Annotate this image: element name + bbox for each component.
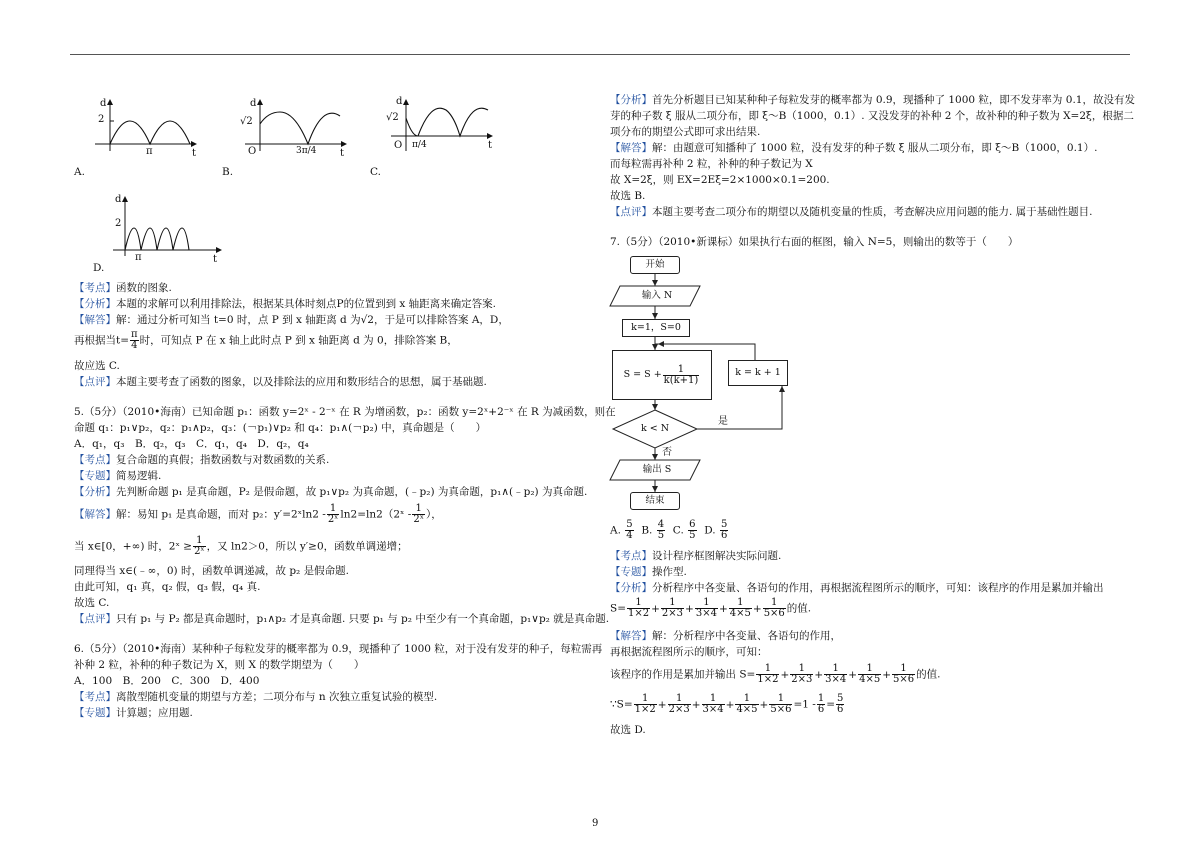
sum-term-den: 1×2 bbox=[628, 608, 650, 619]
jieda-5-text-a: 解：易知 p₁ 是真命题，而对 p₂：y′=2ˣln2 - bbox=[116, 508, 326, 521]
graph-a bbox=[90, 96, 200, 166]
graph-a-d: d bbox=[100, 98, 107, 109]
flow-increment: k = k + 1 bbox=[728, 360, 788, 386]
sum-term-num: 1 bbox=[892, 664, 915, 675]
q7-opt-a-num: 5 bbox=[626, 519, 633, 530]
dianping-5-text: 只有 p₁ 与 P₂ 都是真命题时，p₁∧p₂ 才是真命题. 只要 p₁ 与 p₂ 中至少有一个真命题，p₁∨p₂ 就是真命题. bbox=[116, 613, 610, 625]
jieda-7-text-c-end: 的值. bbox=[916, 668, 941, 681]
sum-term-fraction bbox=[790, 664, 813, 685]
sum-term-den: 1×2 bbox=[757, 674, 779, 685]
jieda-5-line2 bbox=[74, 536, 408, 557]
sum-term-den: 5×6 bbox=[763, 608, 785, 619]
frac-1-2x-c-num: 1 bbox=[193, 536, 206, 547]
sum-term-fraction bbox=[668, 694, 691, 715]
jieda-7-text-c: 该程序的作用是累加并输出 S= bbox=[610, 668, 756, 681]
graph-d-d: d bbox=[115, 194, 122, 205]
graph-b-label: B. bbox=[222, 166, 234, 178]
sum-term-den: 2×3 bbox=[668, 704, 690, 715]
flow-end: 结束 bbox=[630, 492, 680, 510]
frac-1-2x-a-num: 1 bbox=[327, 504, 340, 515]
kaodian-7 bbox=[610, 550, 781, 563]
q7-opt-c-den: 5 bbox=[689, 530, 696, 541]
graph-c-plot bbox=[386, 96, 496, 166]
frac-1-2x-a bbox=[327, 504, 340, 525]
zhuanti-6-text: 计算题；应用题. bbox=[116, 707, 193, 719]
sum-term-num: 1 bbox=[824, 664, 847, 675]
zhuanti-5-tag: 【专题】 bbox=[74, 470, 116, 482]
plus-sign: + bbox=[657, 698, 667, 711]
flow-calc-lhs: S = S + bbox=[623, 369, 662, 381]
sum-term-num: 1 bbox=[695, 598, 718, 609]
sum-term-fraction bbox=[695, 598, 718, 619]
dianping-6 bbox=[610, 206, 1093, 219]
sum-term-fraction bbox=[824, 664, 847, 685]
sum-term-num: 1 bbox=[858, 664, 881, 675]
frac-1-6 bbox=[817, 694, 825, 715]
jieda-4-text-c2: 时，可知点 P 在 x 轴上此时点 P 到 x 轴距离 d 为 0，排除答案 B， bbox=[139, 334, 458, 347]
fenxi-7 bbox=[610, 582, 1104, 595]
plus-sign: + bbox=[848, 668, 858, 681]
kaodian-7-tag: 【考点】 bbox=[610, 550, 652, 562]
header-rule bbox=[70, 54, 1130, 55]
graph-a-plot bbox=[90, 96, 200, 166]
jieda-5-text-b: ln2=ln2（2ˣ - bbox=[340, 508, 412, 521]
jieda-4-t-eq: t= bbox=[116, 334, 130, 347]
fenxi-6-text-a: 首先分析题目已知某种种子每粒发芽的概率都为 0.9，现播种了 1000 粒，即不发芽率为 0.1，故没有发 bbox=[652, 94, 1135, 106]
sum-term-fraction bbox=[735, 694, 758, 715]
sum-term-num: 1 bbox=[735, 694, 758, 705]
plus-sign: + bbox=[759, 698, 769, 711]
dianping-6-tag: 【点评】 bbox=[610, 206, 652, 218]
sum-term-fraction bbox=[769, 694, 792, 715]
fenxi-6-tag: 【分析】 bbox=[610, 94, 652, 106]
q7-opt-d: D. bbox=[704, 524, 716, 537]
frac-pi-4-num: π bbox=[131, 329, 138, 340]
sum-term-den: 4×5 bbox=[729, 608, 751, 619]
fenxi-5-tag: 【分析】 bbox=[74, 486, 116, 498]
jieda-5-line1 bbox=[74, 504, 442, 525]
fenxi-7-sum-terms bbox=[626, 597, 787, 619]
graph-a-pi: π bbox=[146, 146, 153, 157]
graph-c-d: d bbox=[396, 96, 403, 107]
graph-c-sqrt2: √2 bbox=[386, 112, 399, 123]
zhuanti-5 bbox=[74, 470, 161, 483]
flow-calc-den: k(k+1) bbox=[663, 374, 699, 386]
frac-1-6-den: 6 bbox=[817, 704, 825, 715]
jieda-4-tag: 【解答】 bbox=[74, 314, 116, 326]
graph-d-plot bbox=[105, 192, 225, 267]
jieda-7-eq: = bbox=[826, 698, 836, 711]
sum-term-den: 4×5 bbox=[736, 704, 758, 715]
flowchart bbox=[600, 250, 800, 520]
kaodian-5-text: 复合命题的真假；指数函数与对数函数的关系. bbox=[116, 454, 330, 466]
q7-head: 7.（5分）（2010•新课标）如果执行右面的框图，输入 N=5，则输出的数等于（ ） bbox=[610, 236, 1019, 248]
graph-d bbox=[105, 192, 225, 267]
fenxi-6-line2: 芽的种子数 ξ 服从二项分布，即 ξ～B（1000，0.1）. 又没发芽的补种 2 个，故补种的种子数为 X=2ξ，根据二 bbox=[610, 110, 1134, 122]
q6-head-1: 6.（5分）（2010•海南）某种种子每粒发芽的概率都为 0.9，现播种了 1000 粒，对于没有发芽的种子，每粒需再 bbox=[74, 643, 603, 655]
graph-a-t: t bbox=[192, 148, 197, 159]
q7-opt-a-den: 4 bbox=[626, 530, 633, 541]
plus-sign: + bbox=[725, 698, 735, 711]
sum-term-fraction bbox=[763, 598, 786, 619]
frac-5-6-den: 6 bbox=[837, 704, 844, 715]
fenxi-7-s: S= bbox=[610, 602, 626, 615]
kaodian-5-tag: 【考点】 bbox=[74, 454, 116, 466]
q6-head-2: 补种 2 粒，补种的种子数记为 X，则 X 的数学期望为（ ） bbox=[74, 659, 365, 671]
jieda-5-text-d2: ，又 ln2＞0，所以 y′≥0，函数单调递增； bbox=[206, 540, 408, 553]
frac-1-2x-c-den: 2ˣ bbox=[194, 546, 205, 557]
sum-term-den: 2×3 bbox=[791, 674, 813, 685]
q7-opt-d-frac bbox=[720, 520, 728, 541]
fenxi-4-tag: 【分析】 bbox=[74, 298, 116, 310]
fenxi-4-text: 本题的求解可以利用排除法，根据某具体时刻点P的位置到到 x 轴距离来确定答案. bbox=[116, 298, 496, 310]
flow-calc-frac bbox=[663, 365, 700, 386]
jieda-4-line3: 故应选 C. bbox=[74, 360, 120, 372]
jieda-4-text-b: ，于是可以排除答案 A，D， bbox=[373, 314, 509, 326]
zhuanti-7-text: 操作型. bbox=[652, 566, 687, 578]
flow-start: 开始 bbox=[630, 256, 680, 274]
graph-d-pi: π bbox=[135, 252, 142, 263]
zhuanti-7-tag: 【专题】 bbox=[610, 566, 652, 578]
zhuanti-5-text: 简易逻辑. bbox=[116, 470, 162, 482]
plus-sign: + bbox=[882, 668, 892, 681]
frac-pi-4 bbox=[130, 330, 139, 351]
q7-opt-c-frac bbox=[688, 520, 696, 541]
jieda-6-line2: 而每粒需再补种 2 粒，补种的种子数记为 X bbox=[610, 158, 813, 170]
fenxi-7-tag: 【分析】 bbox=[610, 582, 652, 594]
fenxi-7-end: 的值. bbox=[786, 602, 812, 615]
frac-pi-4-den: 4 bbox=[131, 340, 138, 351]
plus-sign: + bbox=[752, 602, 762, 615]
jieda-7-text-a: 解：分析程序中各变量、各语句的作用， bbox=[652, 630, 841, 642]
flow-condition: k < N bbox=[640, 423, 670, 435]
frac-1-6-num: 1 bbox=[817, 693, 825, 704]
flow-calc-num: 1 bbox=[663, 365, 700, 376]
q7-opt-d-den: 6 bbox=[720, 530, 728, 541]
flow-calc bbox=[612, 350, 712, 400]
jieda-7-text-d: ∵S= bbox=[610, 698, 633, 711]
jieda-5-line3: 同理得当 x∈(﹣∞，0) 时，函数单调递减，故 p₂ 是假命题. bbox=[74, 565, 349, 577]
fenxi-5-text: 先判断命题 p₁ 是真命题，P₂ 是假命题，故 p₁∨p₂ 为真命题，(﹣p₂) 为真命题，p₁∧(﹣p₂) 为真命题. bbox=[116, 486, 588, 498]
sum-term-num: 1 bbox=[756, 664, 779, 675]
q7-opt-a-frac bbox=[625, 520, 633, 541]
flow-yes-label: 是 bbox=[718, 416, 728, 427]
q6-options: A．100 B．200 C．300 D．400 bbox=[74, 675, 260, 687]
q5-head-1: 5.（5分）（2010•海南）已知命题 p₁：函数 y=2ˣ - 2⁻ˣ 在 R 为增函数，p₂：函数 y=2ˣ+2⁻ˣ 在 R 为减函数，则在 bbox=[74, 406, 616, 418]
graph-b bbox=[240, 96, 350, 166]
plus-sign: + bbox=[651, 602, 660, 615]
q7-opt-c: C. bbox=[672, 524, 684, 537]
zhuanti-6-tag: 【专题】 bbox=[74, 707, 116, 719]
flow-init: k=1，S=0 bbox=[622, 319, 690, 337]
graph-d-2: 2 bbox=[115, 218, 122, 229]
graph-b-plot bbox=[240, 96, 350, 166]
sum-term-num: 1 bbox=[729, 598, 752, 609]
jieda-6-tag: 【解答】 bbox=[610, 142, 652, 154]
sum-term-den: 2×3 bbox=[661, 608, 684, 619]
jieda-7-sum-terms-a bbox=[755, 663, 916, 685]
sqrt2-symbol: √2 bbox=[360, 314, 374, 326]
graph-b-x: 3π/4 bbox=[296, 146, 317, 156]
sum-term-den: 4×5 bbox=[859, 674, 881, 685]
plus-sign: + bbox=[814, 668, 824, 681]
graph-d-t: t bbox=[213, 254, 218, 265]
flow-output: 输出 S bbox=[642, 464, 672, 476]
frac-1-2x-a-den: 2ˣ bbox=[327, 514, 339, 525]
jieda-7-sum-terms-b bbox=[633, 693, 794, 715]
jieda-6-line3: 故 X=2ξ，则 EX=2Eξ=2×1000×0.1=200. bbox=[610, 174, 830, 186]
kaodian-7-text: 设计程序框图解决实际问题. bbox=[652, 550, 782, 562]
fenxi-7-sum bbox=[610, 598, 811, 619]
graph-b-sqrt2: √2 bbox=[240, 116, 253, 127]
jieda-7-line5: 故选 D. bbox=[610, 724, 646, 736]
graph-c-x: π/4 bbox=[412, 140, 427, 150]
graph-c-origin: O bbox=[394, 140, 403, 151]
jieda-5-text-c: ）， bbox=[425, 508, 442, 521]
graph-d-label: D. bbox=[93, 262, 105, 274]
kaodian-4-text: 函数的图象. bbox=[116, 282, 172, 294]
fenxi-5 bbox=[74, 486, 587, 499]
q7-opt-b-num: 4 bbox=[657, 519, 665, 530]
q7-opt-c-num: 6 bbox=[689, 519, 696, 530]
flow-input: 输入 N bbox=[641, 290, 673, 302]
jieda-6-line4: 故选 B. bbox=[610, 190, 646, 202]
graph-b-t: t bbox=[340, 148, 345, 159]
dianping-4-tag: 【点评】 bbox=[74, 376, 116, 388]
sum-term-fraction bbox=[627, 598, 650, 619]
fenxi-6-line3: 项分布的期望公式即可求出结果. bbox=[610, 126, 761, 138]
dianping-5-tag: 【点评】 bbox=[74, 613, 116, 625]
q5-head-2: 命题 q₁：p₁∨p₂，q₂：p₁∧p₂，q₃：(￢p₁)∨p₂ 和 q₄：p₁∧(￢p₂) 中，真命题是（ ） bbox=[74, 422, 487, 434]
sum-term-num: 1 bbox=[790, 664, 813, 675]
sum-term-fraction bbox=[661, 598, 684, 619]
q7-opt-a: A. bbox=[610, 524, 621, 537]
jieda-5-line4: 由此可知，q₁ 真，q₂ 假，q₃ 假，q₄ 真. bbox=[74, 581, 261, 593]
sum-term-num: 1 bbox=[627, 598, 650, 609]
fenxi-4 bbox=[74, 298, 496, 311]
sum-term-num: 1 bbox=[763, 598, 786, 609]
sum-term-num: 1 bbox=[668, 694, 691, 705]
sum-term-fraction bbox=[858, 664, 881, 685]
jieda-5-text-d1: 当 x∈[0，+∞) 时，2ˣ ≥ bbox=[74, 540, 193, 553]
q7-opt-b-den: 5 bbox=[657, 530, 665, 541]
frac-5-6 bbox=[836, 694, 844, 715]
jieda-4-line1 bbox=[74, 314, 509, 327]
sum-term-den: 1×2 bbox=[634, 704, 656, 715]
zhuanti-6 bbox=[74, 707, 193, 720]
frac-1-2x-b-den: 2ˣ bbox=[413, 514, 424, 525]
graph-b-d: d bbox=[250, 98, 257, 109]
zhuanti-7 bbox=[610, 566, 687, 579]
page-number: 9 bbox=[592, 818, 599, 829]
sum-term-den: 5×6 bbox=[893, 674, 915, 685]
graph-c bbox=[386, 96, 496, 166]
sum-term-num: 1 bbox=[702, 694, 725, 705]
jieda-7-line3 bbox=[610, 664, 940, 685]
graph-a-2: 2 bbox=[98, 114, 105, 125]
sum-term-num: 1 bbox=[634, 694, 657, 705]
q7-opt-d-num: 5 bbox=[720, 519, 728, 530]
jieda-4-line2 bbox=[74, 330, 458, 351]
sum-term-den: 3×4 bbox=[695, 608, 717, 619]
jieda-6-text-a: 解：由题意可知播种了 1000 粒，没有发芽的种子数 ξ 服从二项分布，即 ξ～B（1000，0.1）. bbox=[652, 142, 1098, 154]
jieda-7-line1 bbox=[610, 630, 841, 643]
graph-c-label: C. bbox=[370, 166, 381, 178]
dianping-5 bbox=[74, 613, 609, 626]
jieda-7-line4 bbox=[610, 694, 845, 715]
fenxi-7-text: 分析程序中各变量、各语句的作用，再根据流程图所示的顺序，可知：该程序的作用是累加并输出 bbox=[652, 582, 1104, 594]
frac-1-2x-c bbox=[193, 536, 206, 557]
sum-term-fraction bbox=[702, 694, 725, 715]
fenxi-6-line1 bbox=[610, 94, 1135, 107]
jieda-7-line2: 再根据流程图所示的顺序，可知： bbox=[610, 646, 768, 658]
graph-c-t: t bbox=[488, 140, 493, 151]
dianping-6-text: 本题主要考查二项分布的期望以及随机变量的性质，考查解决应用问题的能力. 属于基础性题目. bbox=[652, 206, 1093, 218]
dianping-4-text: 本题主要考查了函数的图象，以及排除法的应用和数形结合的思想，属于基础题. bbox=[116, 376, 487, 388]
plus-sign: + bbox=[780, 668, 790, 681]
graph-a-label: A. bbox=[74, 166, 85, 178]
jieda-5-tag: 【解答】 bbox=[74, 508, 116, 521]
dianping-4 bbox=[74, 376, 487, 389]
graph-b-origin: O bbox=[248, 146, 257, 157]
q7-opt-b: B. bbox=[641, 524, 653, 537]
jieda-6-line1 bbox=[610, 142, 1097, 155]
flow-no-label: 否 bbox=[662, 447, 672, 458]
kaodian-6-text: 离散型随机变量的期望与方差；二项分布与 n 次独立重复试验的模型. bbox=[116, 691, 438, 703]
jieda-7-text-d-end: =1 - bbox=[793, 698, 816, 711]
q7-opt-b-frac bbox=[657, 520, 665, 541]
jieda-4-text-c1: 再根据当 bbox=[74, 334, 116, 347]
jieda-7-tag: 【解答】 bbox=[610, 630, 652, 642]
sum-term-den: 3×4 bbox=[702, 704, 724, 715]
sum-term-fraction bbox=[634, 694, 657, 715]
sum-term-num: 1 bbox=[661, 598, 684, 609]
jieda-5-line5: 故选 C. bbox=[74, 597, 110, 609]
plus-sign: + bbox=[691, 698, 701, 711]
kaodian-4 bbox=[74, 282, 172, 295]
kaodian-4-tag: 【考点】 bbox=[74, 282, 116, 294]
plus-sign: + bbox=[685, 602, 694, 615]
frac-5-6-num: 5 bbox=[837, 693, 844, 704]
kaodian-5 bbox=[74, 454, 329, 467]
q5-options: A．q₁，q₃ B．q₂，q₃ C．q₁，q₄ D．q₂，q₄ bbox=[74, 438, 309, 450]
sum-term-den: 3×4 bbox=[825, 674, 847, 685]
kaodian-6 bbox=[74, 691, 437, 704]
plus-sign: + bbox=[718, 602, 728, 615]
kaodian-6-tag: 【考点】 bbox=[74, 691, 116, 703]
sum-term-fraction bbox=[756, 664, 779, 685]
jieda-4-text-a: 解：通过分析可知当 t=0 时，点 P 到 x 轴距离 d 为 bbox=[116, 314, 361, 326]
sum-term-den: 5×6 bbox=[770, 704, 792, 715]
frac-1-2x-b bbox=[412, 504, 425, 525]
q7-options bbox=[610, 520, 729, 541]
frac-1-2x-b-num: 1 bbox=[412, 504, 425, 515]
sum-term-fraction bbox=[892, 664, 915, 685]
sum-term-fraction bbox=[729, 598, 752, 619]
sum-term-num: 1 bbox=[769, 694, 792, 705]
